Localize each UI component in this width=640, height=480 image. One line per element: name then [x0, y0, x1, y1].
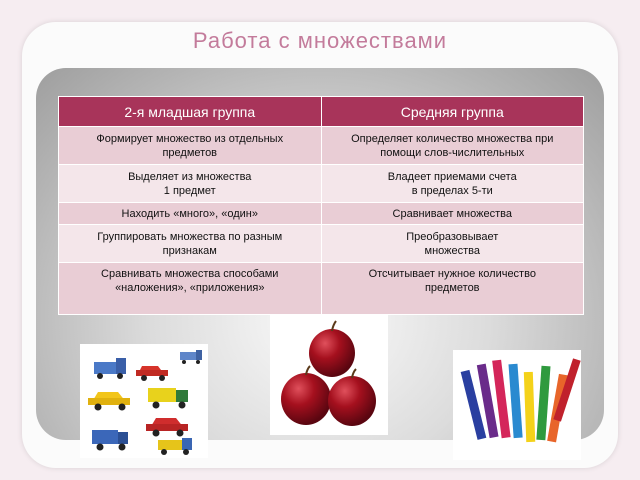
cell-line: Сравнивать множества способами: [101, 268, 279, 280]
table-cell-left: [59, 165, 322, 203]
cell-line: в пределах 5-ти: [411, 184, 493, 197]
crayon-icon: [508, 364, 522, 438]
cell-line: Преобразовывает: [406, 230, 499, 243]
table-header-row: [59, 97, 584, 127]
car-icon: [136, 366, 168, 381]
cell-line: Определяет количество множества при: [351, 132, 554, 145]
table-cell-left: [59, 203, 322, 225]
red-apples-picture: [270, 315, 388, 435]
header-junior-group: 2-я младшая группа: [59, 97, 322, 127]
cell-line: Владеет приемами счета: [387, 170, 517, 183]
table-row: [59, 203, 584, 225]
table-cell-right: [321, 225, 584, 263]
sets-table: [58, 96, 584, 315]
cell-line: Сравнивает множества: [392, 207, 512, 220]
apples-drawing: [270, 315, 388, 435]
table-cell-right: [321, 165, 584, 203]
cell-line: «наложения», «приложения»: [115, 282, 265, 294]
table-cell-right: [321, 203, 584, 225]
cell-line: помощи слов-числительных: [380, 146, 525, 159]
cell-line: Находить «много», «один»: [121, 207, 258, 220]
table-cell-left: [59, 127, 322, 165]
table-row: [59, 225, 584, 263]
apple-icon: [328, 369, 376, 426]
car-icon: [146, 418, 188, 437]
table-cell-left: [59, 225, 322, 263]
crayons-picture: [453, 350, 581, 460]
table-cell-right: [321, 127, 584, 165]
slide-title: Работа с множествами: [192, 28, 448, 53]
table-row: [59, 127, 584, 165]
cell-line: Отсчитывает нужное количество: [368, 268, 536, 280]
cell-line: предметов: [424, 282, 480, 294]
truck-icon: [92, 430, 128, 451]
header-middle-group: Средняя группа: [321, 97, 584, 127]
table-cell-right: [321, 263, 584, 315]
cell-line: множества: [424, 244, 480, 257]
car-icon: [88, 392, 130, 411]
cell-line: предметов: [162, 146, 218, 159]
truck-icon: [158, 438, 192, 455]
cell-line: Выделяет из множества: [128, 170, 252, 183]
toy-cars-drawing: [80, 344, 208, 458]
table-cell-left: [59, 263, 322, 315]
toy-cars-picture: [80, 344, 208, 458]
table-row: [59, 263, 584, 315]
cell-line: признакам: [162, 244, 217, 257]
truck-icon: [148, 388, 188, 409]
truck-icon: [180, 350, 202, 364]
crayon-icon: [524, 372, 535, 442]
crayon-icon: [536, 366, 550, 440]
cell-line: 1 предмет: [163, 184, 216, 197]
apple-icon: [309, 321, 355, 377]
cell-line: Группировать множества по разным: [97, 230, 283, 243]
truck-icon: [94, 358, 126, 379]
cell-line: Формирует множество из отдельных: [96, 132, 284, 145]
table-row: [59, 165, 584, 203]
crayons-drawing: [453, 350, 581, 460]
